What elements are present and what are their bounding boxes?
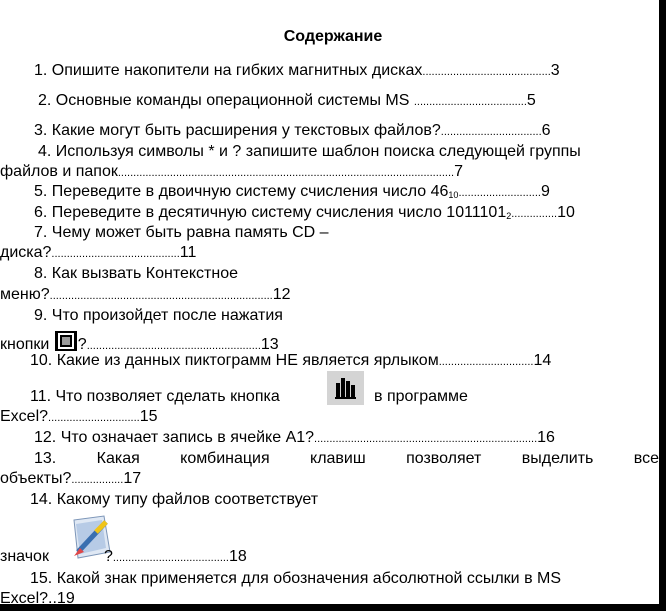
toc-item-1[interactable]: 1. Опишите накопители на гибких магнитных дисках..........................................3: [34, 62, 560, 79]
page-border-right: [659, 0, 666, 611]
toc-item-11-line1: 11. Что позволяет сделать кнопка: [30, 388, 280, 405]
toc-item-7-line1: 7. Чему может быть равна память CD –: [34, 224, 329, 241]
toc-item-12[interactable]: 12. Что означает запись в ячейке А1?.........................................................................16: [34, 429, 555, 446]
page-title: Содержание: [283, 28, 383, 45]
toc-item-14[interactable]: значок ?......................................18: [0, 548, 247, 565]
toc-item-15-line1: 15. Какой знак применяется для обозначения абсолютной ссылки в MS: [30, 570, 562, 587]
toc-item-14-line1: 14. Какому типу файлов соответствует: [30, 491, 319, 508]
toc-item-5[interactable]: 5. Переведите в двоичную систему счисления число $46_{10}...........................9$: [34, 183, 550, 200]
chart-wizard-icon: [327, 371, 364, 405]
toc-item-8[interactable]: меню?.........................................................................12: [0, 286, 291, 303]
toc-item-9[interactable]: кнопки ?.........................................................13: [0, 330, 279, 358]
toc-item-11-line1b: в программе: [374, 388, 468, 405]
toc-item-2[interactable]: 2. Основные команды операционной системы MS .....................................5: [38, 92, 536, 109]
toc-item-13[interactable]: объекты?.................17: [0, 470, 142, 487]
toc-item-4[interactable]: файлов и папок..............................................................................................................7: [0, 163, 463, 180]
toc-item-15[interactable]: Excel?..19: [0, 590, 75, 607]
toc-item-10[interactable]: 10. Какие из данных пиктограмм НЕ является ярлыком...............................14: [30, 352, 552, 369]
toc-item-8-line1: 8. Как вызвать Контекстное: [34, 265, 239, 282]
toc-item-6[interactable]: 6. Переведите в десятичную систему счисления число $1011101_2...............10$: [34, 204, 575, 221]
toc-item-11[interactable]: Excel?..............................15: [0, 408, 158, 425]
toc-item-3[interactable]: 3. Какие могут быть расширения у текстовых файлов?.................................6: [34, 122, 551, 139]
page-border-bottom: [0, 604, 666, 611]
toc-item-7[interactable]: диска?..........................................11: [0, 244, 197, 261]
toc-item-13-line1: 13. Какая комбинация клавиш позволяет выделить все: [34, 450, 659, 467]
toc-item-4-line1: 4. Используя символы * и ? запишите шаблон поиска следующей группы: [38, 143, 581, 160]
toc-item-9-line1: 9. Что произойдет после нажатия: [34, 307, 283, 324]
